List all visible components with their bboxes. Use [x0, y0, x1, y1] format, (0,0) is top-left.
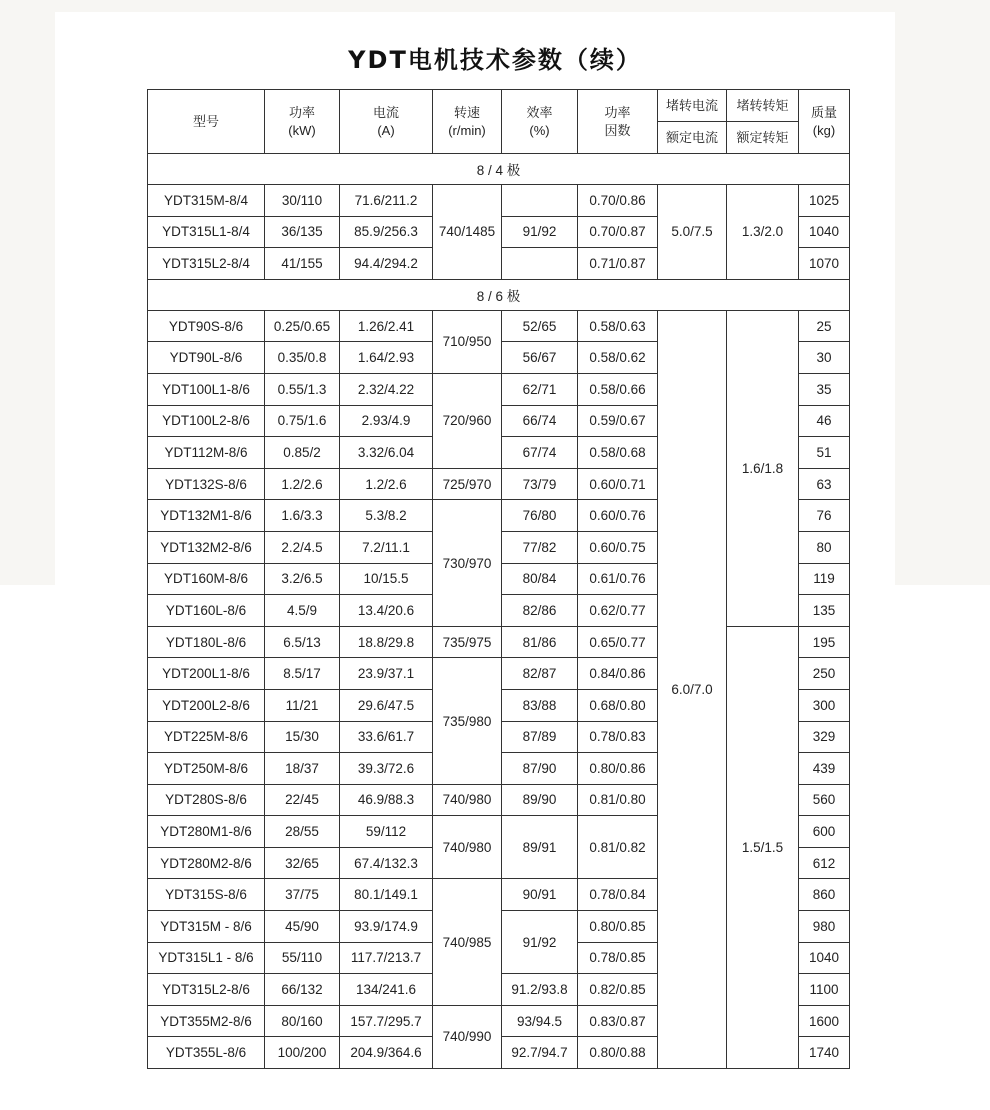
- cell-power-factor: 0.80/0.85: [578, 911, 658, 943]
- header-power: 功率 (kW): [265, 90, 340, 154]
- cell-efficiency: [502, 248, 578, 280]
- cell-efficiency: 83/88: [502, 689, 578, 721]
- cell-current: 29.6/47.5: [340, 689, 433, 721]
- cell-efficiency: 87/89: [502, 721, 578, 753]
- cell-power-factor: 0.65/0.77: [578, 626, 658, 658]
- header-power-factor: 功率 因数: [578, 90, 658, 154]
- cell-current: 18.8/29.8: [340, 626, 433, 658]
- cell-power: 1.6/3.3: [265, 500, 340, 532]
- cell-power: 32/65: [265, 847, 340, 879]
- cell-current: 33.6/61.7: [340, 721, 433, 753]
- cell-power-factor: 0.78/0.85: [578, 942, 658, 974]
- cell-model: YDT90S-8/6: [148, 310, 265, 342]
- cell-current: 67.4/132.3: [340, 847, 433, 879]
- cell-power: 30/110: [265, 185, 340, 217]
- table-row: [148, 626, 850, 658]
- cell-efficiency: 80/84: [502, 563, 578, 595]
- cell-current: 157.7/295.7: [340, 1005, 433, 1037]
- cell-mass: 439: [799, 753, 850, 785]
- cell-mass: 119: [799, 563, 850, 595]
- header-efficiency: 效率 (%): [502, 90, 578, 154]
- cell-current: 59/112: [340, 816, 433, 848]
- cell-model: YDT132S-8/6: [148, 468, 265, 500]
- cell-power: 0.75/1.6: [265, 405, 340, 437]
- cell-model: YDT132M1-8/6: [148, 500, 265, 532]
- cell-mass: 63: [799, 468, 850, 500]
- group-label: 8 / 6 极: [148, 279, 850, 310]
- cell-power-factor: 0.58/0.68: [578, 437, 658, 469]
- cell-model: YDT160L-8/6: [148, 595, 265, 627]
- cell-mass: 1040: [799, 216, 850, 248]
- cell-current: 3.32/6.04: [340, 437, 433, 469]
- cell-efficiency: 52/65: [502, 310, 578, 342]
- cell-efficiency: 90/91: [502, 879, 578, 911]
- cell-speed: 710/950: [433, 310, 502, 373]
- cell-current: 93.9/174.9: [340, 911, 433, 943]
- cell-power: 15/30: [265, 721, 340, 753]
- cell-power-factor: 0.81/0.80: [578, 784, 658, 816]
- cell-efficiency: 76/80: [502, 500, 578, 532]
- cell-power-factor: 0.68/0.80: [578, 689, 658, 721]
- cell-power-factor: 0.80/0.88: [578, 1037, 658, 1069]
- cell-efficiency: 82/86: [502, 595, 578, 627]
- cell-power-factor: 0.78/0.83: [578, 721, 658, 753]
- cell-mass: 35: [799, 373, 850, 405]
- cell-power-factor: 0.83/0.87: [578, 1005, 658, 1037]
- cell-locked-torque: 1.5/1.5: [727, 626, 799, 1068]
- cell-speed: 740/990: [433, 1005, 502, 1068]
- cell-model: YDT280M1-8/6: [148, 816, 265, 848]
- cell-current: 2.32/4.22: [340, 373, 433, 405]
- cell-power: 3.2/6.5: [265, 563, 340, 595]
- cell-model: YDT315L2-8/4: [148, 248, 265, 280]
- spec-table: [147, 89, 850, 1069]
- header-locked-current: 堵转电流: [658, 90, 727, 122]
- cell-current: 7.2/11.1: [340, 531, 433, 563]
- cell-model: YDT315L2-8/6: [148, 974, 265, 1006]
- cell-mass: 1070: [799, 248, 850, 280]
- cell-efficiency: 66/74: [502, 405, 578, 437]
- cell-locked-torque: 1.6/1.8: [727, 310, 799, 626]
- cell-mass: 612: [799, 847, 850, 879]
- header-rated-torque: 额定转矩: [727, 122, 799, 154]
- cell-model: YDT200L2-8/6: [148, 689, 265, 721]
- cell-model: YDT280S-8/6: [148, 784, 265, 816]
- cell-mass: 600: [799, 816, 850, 848]
- cell-power-factor: 0.58/0.66: [578, 373, 658, 405]
- cell-model: YDT225M-8/6: [148, 721, 265, 753]
- cell-current: 39.3/72.6: [340, 753, 433, 785]
- cell-model: YDT315M - 8/6: [148, 911, 265, 943]
- cell-current: 23.9/37.1: [340, 658, 433, 690]
- cell-model: YDT100L2-8/6: [148, 405, 265, 437]
- cell-mass: 1100: [799, 974, 850, 1006]
- cell-efficiency: 77/82: [502, 531, 578, 563]
- cell-power-factor: 0.70/0.86: [578, 185, 658, 217]
- cell-mass: 329: [799, 721, 850, 753]
- cell-mass: 1740: [799, 1037, 850, 1069]
- cell-efficiency: 91/92: [502, 216, 578, 248]
- table-row: [148, 185, 850, 217]
- cell-mass: 860: [799, 879, 850, 911]
- cell-current: 94.4/294.2: [340, 248, 433, 280]
- cell-model: YDT355L-8/6: [148, 1037, 265, 1069]
- cell-model: YDT280M2-8/6: [148, 847, 265, 879]
- cell-efficiency: [502, 185, 578, 217]
- cell-power: 100/200: [265, 1037, 340, 1069]
- cell-speed: 725/970: [433, 468, 502, 500]
- cell-current: 5.3/8.2: [340, 500, 433, 532]
- cell-model: YDT180L-8/6: [148, 626, 265, 658]
- cell-power: 55/110: [265, 942, 340, 974]
- cell-locked-current: 6.0/7.0: [658, 310, 727, 1068]
- cell-current: 2.93/4.9: [340, 405, 433, 437]
- header-model: 型号: [148, 90, 265, 154]
- table-row: [148, 310, 850, 342]
- cell-power: 80/160: [265, 1005, 340, 1037]
- cell-speed: 740/985: [433, 879, 502, 1005]
- header-locked-torque: 堵转转矩: [727, 90, 799, 122]
- cell-mass: 980: [799, 911, 850, 943]
- cell-model: YDT112M-8/6: [148, 437, 265, 469]
- cell-power: 66/132: [265, 974, 340, 1006]
- cell-speed: 720/960: [433, 373, 502, 468]
- cell-mass: 51: [799, 437, 850, 469]
- cell-efficiency: 73/79: [502, 468, 578, 500]
- cell-power-factor: 0.61/0.76: [578, 563, 658, 595]
- cell-power-factor: 0.60/0.76: [578, 500, 658, 532]
- cell-efficiency: 91/92: [502, 911, 578, 974]
- cell-efficiency: 67/74: [502, 437, 578, 469]
- cell-model: YDT132M2-8/6: [148, 531, 265, 563]
- cell-current: 204.9/364.6: [340, 1037, 433, 1069]
- header-current: 电流 (A): [340, 90, 433, 154]
- cell-efficiency: 91.2/93.8: [502, 974, 578, 1006]
- cell-power-factor: 0.71/0.87: [578, 248, 658, 280]
- header-speed: 转速 (r/min): [433, 90, 502, 154]
- cell-power: 22/45: [265, 784, 340, 816]
- cell-power: 0.85/2: [265, 437, 340, 469]
- cell-efficiency: 62/71: [502, 373, 578, 405]
- cell-speed: 740/980: [433, 816, 502, 879]
- cell-current: 1.64/2.93: [340, 342, 433, 374]
- cell-mass: 1025: [799, 185, 850, 217]
- cell-power: 1.2/2.6: [265, 468, 340, 500]
- cell-efficiency: 82/87: [502, 658, 578, 690]
- cell-efficiency: 56/67: [502, 342, 578, 374]
- cell-power: 0.35/0.8: [265, 342, 340, 374]
- cell-speed: 735/980: [433, 658, 502, 784]
- cell-power-factor: 0.58/0.63: [578, 310, 658, 342]
- cell-model: YDT160M-8/6: [148, 563, 265, 595]
- cell-power: 41/155: [265, 248, 340, 280]
- cell-speed: 735/975: [433, 626, 502, 658]
- header-mass: 质量 (kg): [799, 90, 850, 154]
- cell-model: YDT200L1-8/6: [148, 658, 265, 690]
- cell-power: 8.5/17: [265, 658, 340, 690]
- cell-efficiency: 92.7/94.7: [502, 1037, 578, 1069]
- cell-power: 0.25/0.65: [265, 310, 340, 342]
- cell-mass: 300: [799, 689, 850, 721]
- cell-model: YDT250M-8/6: [148, 753, 265, 785]
- cell-power-factor: 0.60/0.71: [578, 468, 658, 500]
- cell-model: YDT355M2-8/6: [148, 1005, 265, 1037]
- cell-mass: 195: [799, 626, 850, 658]
- cell-power: 2.2/4.5: [265, 531, 340, 563]
- cell-current: 13.4/20.6: [340, 595, 433, 627]
- cell-mass: 250: [799, 658, 850, 690]
- cell-mass: 80: [799, 531, 850, 563]
- cell-current: 10/15.5: [340, 563, 433, 595]
- cell-power: 4.5/9: [265, 595, 340, 627]
- cell-mass: 25: [799, 310, 850, 342]
- cell-model: YDT100L1-8/6: [148, 373, 265, 405]
- cell-current: 85.9/256.3: [340, 216, 433, 248]
- cell-mass: 30: [799, 342, 850, 374]
- cell-model: YDT315L1 - 8/6: [148, 942, 265, 974]
- cell-model: YDT90L-8/6: [148, 342, 265, 374]
- cell-power-factor: 0.84/0.86: [578, 658, 658, 690]
- cell-efficiency: 93/94.5: [502, 1005, 578, 1037]
- cell-power: 0.55/1.3: [265, 373, 340, 405]
- cell-model: YDT315L1-8/4: [148, 216, 265, 248]
- cell-power-factor: 0.62/0.77: [578, 595, 658, 627]
- cell-power: 28/55: [265, 816, 340, 848]
- cell-mass: 1040: [799, 942, 850, 974]
- cell-mass: 76: [799, 500, 850, 532]
- cell-current: 80.1/149.1: [340, 879, 433, 911]
- cell-locked-torque: 1.3/2.0: [727, 185, 799, 280]
- cell-current: 46.9/88.3: [340, 784, 433, 816]
- header-rated-current: 额定电流: [658, 122, 727, 154]
- group-label: 8 / 4 极: [148, 154, 850, 185]
- cell-power: 36/135: [265, 216, 340, 248]
- cell-power: 45/90: [265, 911, 340, 943]
- cell-efficiency: 81/86: [502, 626, 578, 658]
- cell-power-factor: 0.82/0.85: [578, 974, 658, 1006]
- cell-power-factor: 0.59/0.67: [578, 405, 658, 437]
- cell-efficiency: 87/90: [502, 753, 578, 785]
- cell-power-factor: 0.81/0.82: [578, 816, 658, 879]
- cell-speed: 740/980: [433, 784, 502, 816]
- cell-mass: 135: [799, 595, 850, 627]
- page-title: YDT电机技术参数（续）: [348, 46, 642, 74]
- cell-model: YDT315M-8/4: [148, 185, 265, 217]
- cell-current: 71.6/211.2: [340, 185, 433, 217]
- cell-speed: 730/970: [433, 500, 502, 626]
- cell-current: 1.26/2.41: [340, 310, 433, 342]
- cell-power-factor: 0.58/0.62: [578, 342, 658, 374]
- cell-model: YDT315S-8/6: [148, 879, 265, 911]
- cell-current: 134/241.6: [340, 974, 433, 1006]
- cell-power: 6.5/13: [265, 626, 340, 658]
- cell-power-factor: 0.78/0.84: [578, 879, 658, 911]
- cell-mass: 46: [799, 405, 850, 437]
- cell-efficiency: 89/90: [502, 784, 578, 816]
- cell-power-factor: 0.60/0.75: [578, 531, 658, 563]
- cell-power-factor: 0.80/0.86: [578, 753, 658, 785]
- cell-power: 18/37: [265, 753, 340, 785]
- cell-power: 11/21: [265, 689, 340, 721]
- cell-locked-current: 5.0/7.5: [658, 185, 727, 280]
- cell-power-factor: 0.70/0.87: [578, 216, 658, 248]
- cell-power: 37/75: [265, 879, 340, 911]
- cell-efficiency: 89/91: [502, 816, 578, 879]
- cell-mass: 1600: [799, 1005, 850, 1037]
- cell-speed: 740/1485: [433, 185, 502, 280]
- cell-current: 1.2/2.6: [340, 468, 433, 500]
- cell-current: 117.7/213.7: [340, 942, 433, 974]
- cell-mass: 560: [799, 784, 850, 816]
